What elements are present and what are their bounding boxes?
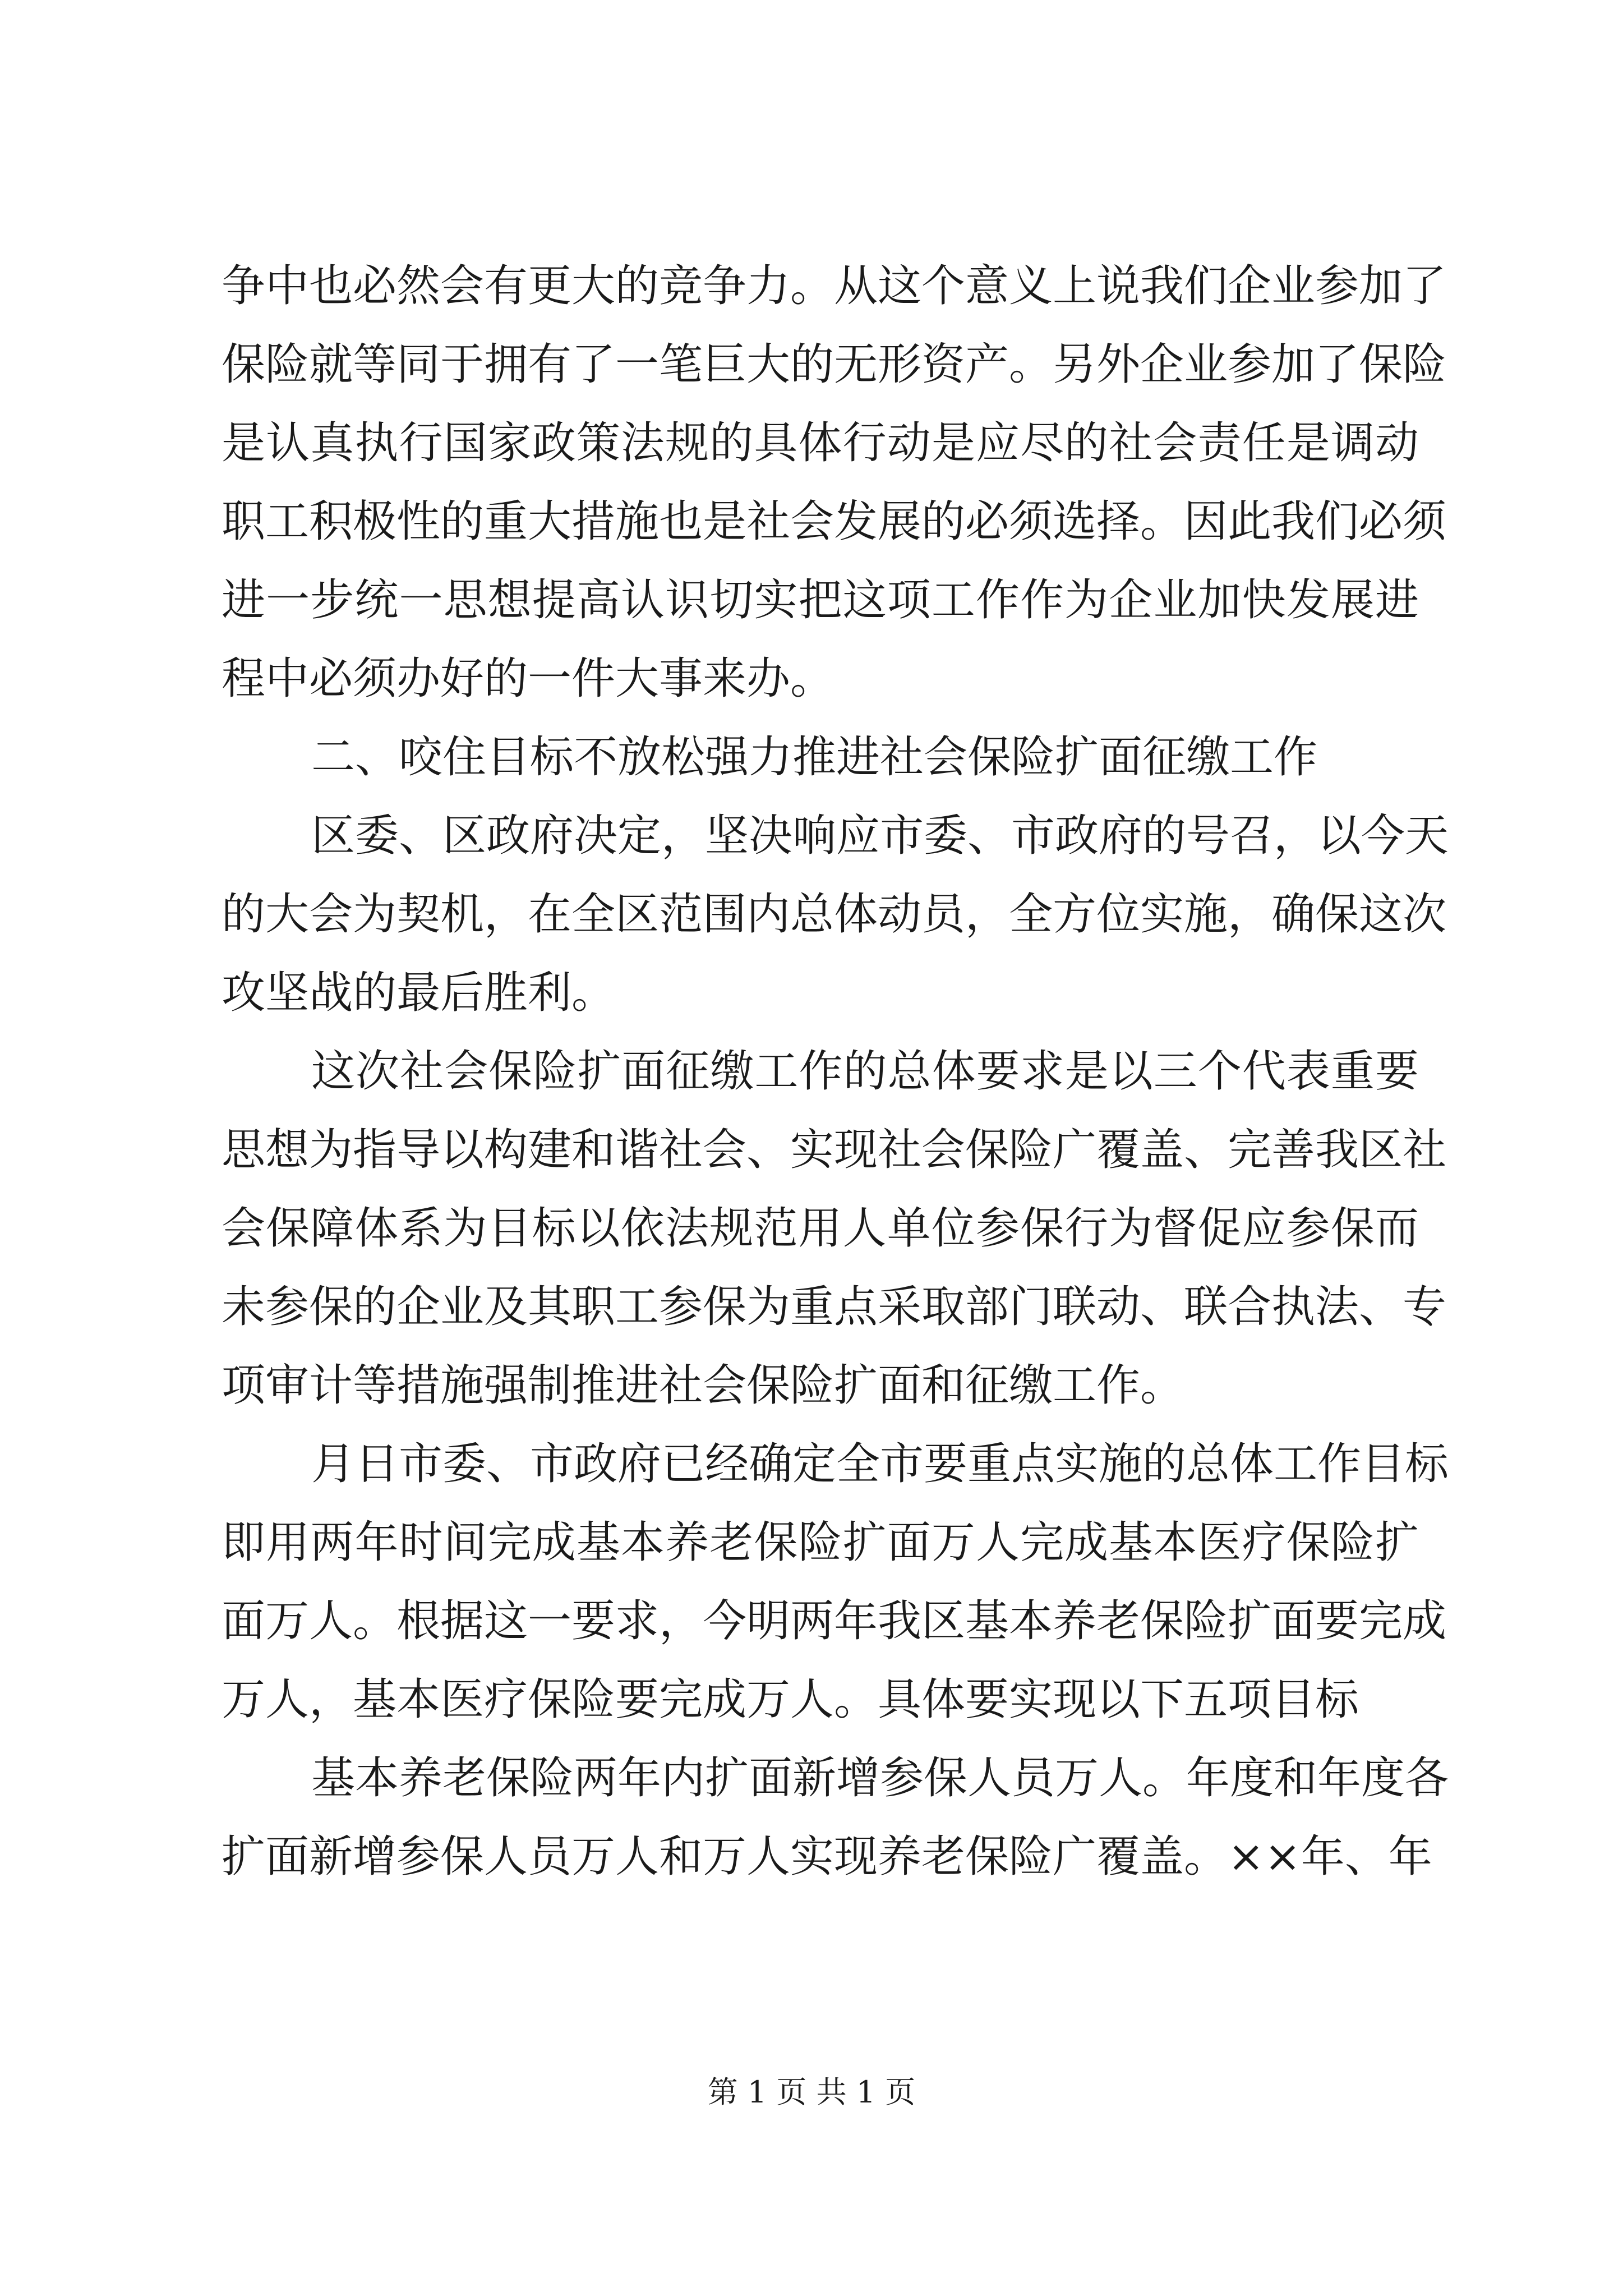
text-line-17: 即用两年时间完成基本养老保险扩面万人完成基本医疗保险扩 <box>222 1517 1419 1568</box>
text-line-4: 职工积极性的重大措施也是社会发展的必须选择。因此我们必须 <box>222 496 1447 547</box>
text-line-20: 基本养老保险两年内扩面新增参保人员万人。年度和年度各 <box>311 1753 1449 1803</box>
text-line-1: 争中也必然会有更大的竞争力。从这个意义上说我们企业参加了 <box>222 261 1447 311</box>
text-line-5: 进一步统一思想提高认识切实把这项工作作为企业加快发展进 <box>222 575 1419 625</box>
text-line-18: 面万人。根据这一要求，今明两年我区基本养老保险扩面要完成 <box>222 1596 1447 1646</box>
text-line-8: 区委、区政府决定，坚决响应市委、市政府的号召，以今天 <box>311 811 1449 861</box>
text-line-19: 万人，基本医疗保险要完成万人。具体要实现以下五项目标 <box>222 1674 1359 1725</box>
text-line-15: 项审计等措施强制推进社会保险扩面和征缴工作。 <box>222 1360 1184 1411</box>
text-line-6: 程中必须办好的一件大事来办。 <box>222 654 834 704</box>
text-line-16: 月日市委、市政府已经确定全市要重点实施的总体工作目标 <box>311 1439 1449 1489</box>
text-line-21: 扩面新增参保人员万人和万人实现养老保险广覆盖。××年、年 <box>222 1832 1432 1882</box>
text-line-2: 保险就等同于拥有了一笔巨大的无形资产。另外企业参加了保险 <box>222 339 1447 390</box>
text-line-12: 思想为指导以构建和谐社会、实现社会保险广覆盖、完善我区社 <box>222 1125 1447 1175</box>
text-line-11: 这次社会保险扩面征缴工作的总体要求是以三个代表重要 <box>311 1046 1419 1097</box>
text-line-13: 会保障体系为目标以依法规范用人单位参保行为督促应参保而 <box>222 1203 1419 1254</box>
section-heading: 二、咬住目标不放松强力推进社会保险扩面征缴工作 <box>311 732 1318 783</box>
text-line-10: 攻坚战的最后胜利。 <box>222 968 616 1018</box>
text-line-9: 的大会为契机，在全区范围内总体动员，全方位实施，确保这次 <box>222 889 1447 940</box>
page-footer: 第 1 页 共 1 页 <box>707 2074 916 2110</box>
text-line-14: 未参保的企业及其职工参保为重点采取部门联动、联合执法、专 <box>222 1282 1447 1332</box>
text-line-3: 是认真执行国家政策法规的具体行动是应尽的社会责任是调动 <box>222 418 1419 468</box>
